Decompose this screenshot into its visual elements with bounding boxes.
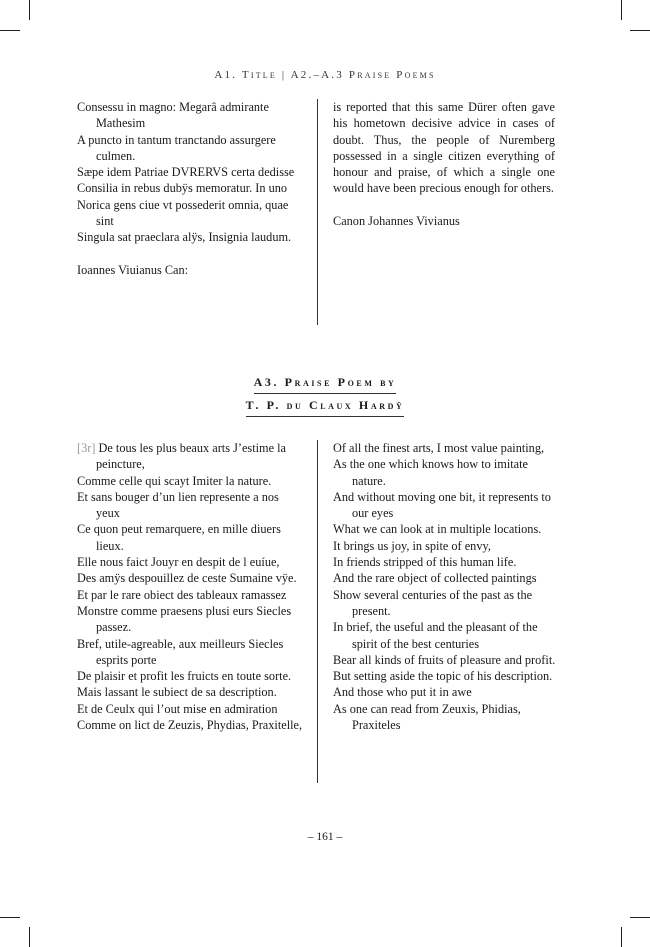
poem-french-column: [77, 440, 303, 733]
crop-mark-top-left-horizontal: [0, 30, 20, 31]
french-verse-line: Bref, utile-agreable, aux meilleurs Siecles esprits porte: [77, 636, 284, 667]
page-number: – 161 –: [307, 831, 343, 843]
french-verse-line: De plaisir et profit les fruicts en toute sorte.: [77, 669, 292, 684]
latin-verse-line: Consessu in magno: Megarâ admirante Mathesim: [77, 100, 269, 131]
latin-signature: Ioannes Viuianus Can:: [77, 262, 189, 277]
french-verse-line: Et par le rare obiect des tableaux ramassez: [77, 587, 287, 602]
english-verse-line: And the rare object of collected paintings: [333, 571, 537, 586]
crop-mark-top-right-vertical: [621, 0, 622, 20]
running-head: A1. Title | A2.–A.3 Praise Poems: [214, 69, 436, 81]
english-verse-line: And those who put it in awe: [333, 685, 472, 700]
english-verse-line: What we can look at in multiple locations.: [333, 522, 542, 537]
column-divider-top: [317, 99, 318, 325]
latin-verse-line: A puncto in tantum tranctando assurgere culmen.: [77, 132, 276, 163]
french-verse-line: Monstre comme praesens plusi eurs Siecles passez.: [77, 603, 292, 635]
english-verse-line: Show several centuries of the past as the present.: [333, 587, 533, 618]
english-verse-line: Bear all kinds of fruits of pleasure and profit.: [333, 652, 556, 667]
french-verse-line: Mais lassant le subiect de sa description.: [77, 685, 277, 700]
english-verse-line: It brings us joy, in spite of envy,: [333, 538, 491, 553]
english-verse-line: Of all the finest arts, I most value painting,: [333, 441, 545, 455]
english-verse-line: But setting aside the topic of his description.: [333, 669, 553, 684]
crop-mark-bottom-left-horizontal: [0, 917, 20, 918]
translation-signature: Canon Johannes Vivianus: [333, 214, 460, 229]
french-verse-line: Comme on lict de Zeuzis, Phydias, Praxitelle,: [77, 718, 303, 733]
top-left-column: [77, 99, 303, 278]
translation-paragraph: is reported that this same Dürer often gave his hometown decisive advice in cases of doubt. Thus, the people of Nuremberg possessed in a single citizen everything of honour and praise, of which a single one would have been precious enough for others.: [333, 100, 555, 196]
crop-mark-bottom-right-horizontal: [630, 917, 650, 918]
latin-verse-line: Singula sat praeclara alÿs, Insignia laudum.: [77, 230, 292, 245]
french-verse-line: Elle nous faict Jouyr en despit de l euíue,: [77, 555, 280, 570]
crop-mark-top-right-horizontal: [630, 30, 650, 31]
english-verse-line: And without moving one bit, it represents to our eyes: [333, 489, 551, 521]
french-verse-line: Et sans bouger d’un lien represente a nos yeux: [77, 489, 279, 521]
french-verse-line: Des amÿs despouillez de ceste Sumaine vÿe.: [77, 571, 297, 586]
english-verse-line: In friends stripped of this human life.: [333, 555, 517, 570]
english-verse-line: As the one which knows how to imitate nature.: [333, 457, 529, 488]
latin-verse-line: Consilia in rebus dubÿs memoratur. In uno: [77, 181, 288, 196]
latin-verse-line: Norica gens ciue vt possederit omnia, quae sint: [77, 197, 289, 229]
english-verse-line: As one can read from Zeuxis, Phidias, Praxiteles: [333, 701, 521, 733]
crop-mark-bottom-left-vertical: [29, 927, 30, 947]
crop-mark-bottom-right-vertical: [621, 927, 622, 947]
french-verse-line: Comme celle qui scayt Imiter la nature.: [77, 473, 272, 488]
french-verse-line: [3r] De tous les plus beaux arts J’estime la peincture,: [77, 441, 287, 472]
poem-english-column: [333, 440, 557, 733]
section-heading-line-1: A3. Praise Poem by: [0, 375, 650, 394]
page-marker: [3r]: [77, 441, 96, 455]
french-verse-line: Ce quon peut remarquere, en mille diuers lieux.: [77, 522, 281, 553]
crop-mark-top-left-vertical: [29, 0, 30, 20]
top-right-column: [333, 99, 555, 229]
column-divider-bottom: [317, 440, 318, 783]
section-heading-line-2: T. P. du Claux Hardÿ: [0, 398, 650, 417]
english-verse-line: In brief, the useful and the pleasant of the spirit of the best centuries: [333, 620, 538, 651]
latin-verse-line: Sæpe idem Patriae DVRERVS certa dedisse: [77, 165, 295, 180]
french-verse-line: Et de Ceulx qui l’out mise en admiration: [77, 701, 278, 716]
